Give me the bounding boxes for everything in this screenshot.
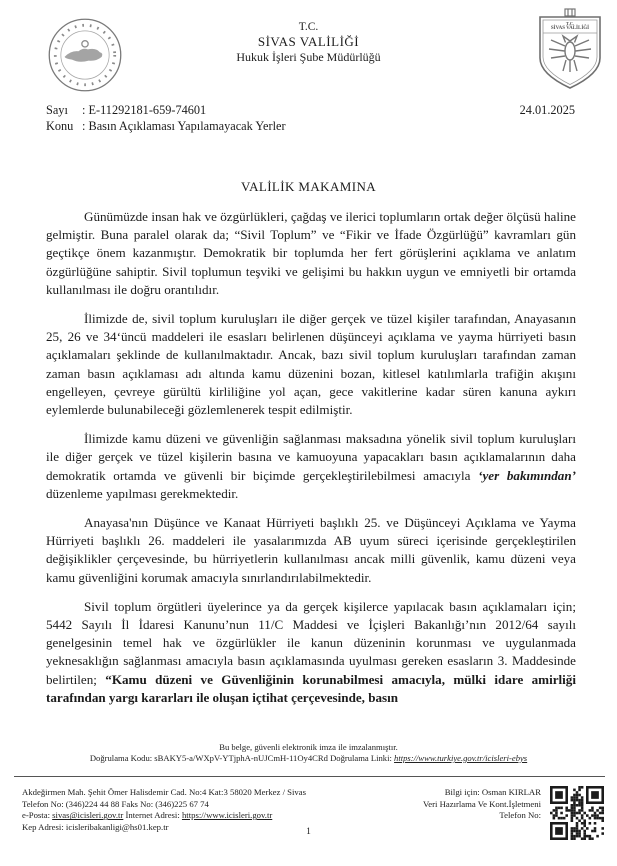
footer-info-block (321, 787, 541, 822)
esignature-block (0, 742, 617, 764)
document-meta (46, 103, 497, 134)
footer-divider (14, 776, 605, 777)
verification-link-label: Doğrulama Linki: (327, 753, 395, 763)
double-headed-eagle-icon (549, 36, 591, 72)
email-label: e-Posta: (22, 810, 53, 821)
konu-row (46, 119, 497, 135)
sayi-label: Sayı (46, 103, 68, 117)
paragraph-5 (46, 598, 576, 707)
emblem-caption (535, 21, 605, 32)
sayi-row (46, 103, 497, 119)
verification-code: sBAKY5-a/WXpV-YTjphA-nUJCmH-11Oy4CRd (154, 753, 328, 763)
verification-line (0, 753, 617, 764)
sivas-governorship-emblem (535, 8, 605, 92)
footer-info-title: Veri Hazırlama Ve Kont.İşletmeni (422, 798, 541, 809)
emblem-caption-office: SİVAS VALİLİĞİ (550, 26, 590, 31)
emblem-caption-tc: T.C. (565, 21, 575, 26)
letterhead (120, 20, 497, 65)
web-label: İnternet Adresi: (123, 810, 182, 821)
verification-code-label: Doğrulama Kodu: (89, 753, 155, 763)
letterhead-department: Hukuk İşleri Şube Müdürlüğü (236, 50, 381, 64)
footer-address: Akdeğirmen Mah. Şehit Ömer Halisdemir Cad. No:4 Kat:3 58020 Merkez / Sivas (22, 787, 306, 797)
kep-label: Kep Adresi: (22, 821, 66, 832)
sayi-value: : E-11292181-659-74601 (82, 103, 207, 117)
esignature-notice: Bu belge, güvenli elektronik imza ile imzalanmıştır. (219, 742, 398, 752)
interior-ministry-seal (46, 16, 124, 94)
letterhead-office: SİVAS VALİLİĞİ (257, 34, 360, 49)
paragraph-3-emphasis: ‘yer bakımından’ (478, 467, 576, 483)
letterhead-tc: T.C. (298, 21, 319, 33)
paragraph-1: Günümüzde insan hak ve özgürlükleri, çağdaş ve ilerici toplumların ortak değer ölçüsü haline gelmiştir. Buna paralel olarak da; “Sivil Toplum” ve “Fikir ve İfade Özgürlüğü” kavramları gün geçtikçe önem kazanmıştır. Demokratik bir toplumda her fert görüşlerini açıklama ve anlatım özgürlüğüne sahiptir. Sivil toplumun teşviki ve gelişimi bu hakkın uygun ve emniyetli bir ortamda kullanılması ile doğru orantılıdır. (46, 209, 576, 297)
paragraph-5-bold-quote: “Kamu düzeni ve Güvenliğinin korunabilmesi amacıyla, mülki idare amirliği tarafından yargı kararları ile oluşan içtihat çerçevesinde, basın (46, 671, 576, 705)
paragraph-3 (46, 430, 576, 503)
email-link[interactable]: sivas@icisleri.gov.tr (52, 810, 124, 821)
web-link[interactable]: https://www.icisleri.gov.tr (181, 810, 273, 821)
document-date: 24.01.2025 (519, 103, 575, 117)
verification-link[interactable]: https://www.turkiye.gov.tr/icisleri-ebys (394, 753, 528, 763)
paragraph-3-text: İlimizde kamu düzeni ve güvenliğin sağlanması maksadına yönelik sivil toplum kuruluşları ile diğer gerçek ve tüzel kişilerin basına ve kamuoyuna yapacakları basın açıklamalarının daha demokratik ortamda ve güvenli bir biçimde gerçekleştirilebilmesi amacıyla (46, 431, 576, 483)
konu-value: : Basın Açıklaması Yapılamayacak Yerler (82, 118, 286, 133)
konu-label: Konu (46, 118, 74, 133)
page-number: 1 (306, 827, 311, 837)
recipient-heading: VALİLİK MAKAMINA (240, 179, 377, 194)
document-body (46, 208, 576, 718)
paragraph-2: İlimizde de, sivil toplum kuruluşları ile diğer gerçek ve tüzel kişiler tarafından, Anayasanın 25, 26 ve 34‘üncü maddeleri ile esasları belirlenen düşünceyi açıklama ve yayma hürriyeti basın açıklamaları şeklinde de kullanılmaktadır. Ancak, bazı sivil toplum kuruluşları tarafından zaman zaman basın açıklaması adı altında kamu düzenini bozan, kitlesel katılımlarla trafiğin akışını engelleyen, çevreye gürültü kirliliğine yol açan, gece vakitlerine kadar süren kanuna aykırı eylemlerde bulunabileceği gözlemlenerek tespit edilmiştir. (46, 311, 576, 418)
paragraph-5-text: Sivil toplum örgütleri üyelerince ya da gerçek kişilerce yapılacak basın açıklamaları için; 5442 Sayılı İl İdaresi Kanunu’nun 11/C Maddesi ve İçişleri Bakanlığı’nın 2012/64 sayılı genelgesinin temel hak ve özgürlükler ile kanun düzeninin korunması ve uygulanmada yeknesaklığın sağlanması amacıyla basın açıklamasında uyulması gereken esasların 3. Maddesinde belirtilen; (46, 598, 576, 687)
footer-info-phone: Telefon No: (499, 810, 541, 821)
footer-phone: Telefon No: (346)224 44 88 Faks No: (346)225 67 74 (22, 798, 209, 809)
footer-info-contact: Bilgi için: Osman KIRLAR (444, 787, 541, 797)
paragraph-4: Anayasa'nın Düşünce ve Kanaat Hürriyeti başlıklı 25. ve Düşünceyi Açıklama ve Yayma Hürriyeti başlıklı 26. maddeleri ile yasalarımızda AB uyum süreci içerisinde gerçekleştirilen değişiklikler çerçevesinde, bu hürriyetlerin kullanılması ancak milli güvenlik, kamu düzeni veya kamu güvenliğini korumak amacıyla sınırlandırılabilmektedir. (46, 515, 576, 585)
kep-address: icisleribakanligi@hs01.kep.tr (65, 821, 169, 832)
paragraph-3-tail: düzenleme yapılması gerekmektedir. (46, 485, 239, 501)
